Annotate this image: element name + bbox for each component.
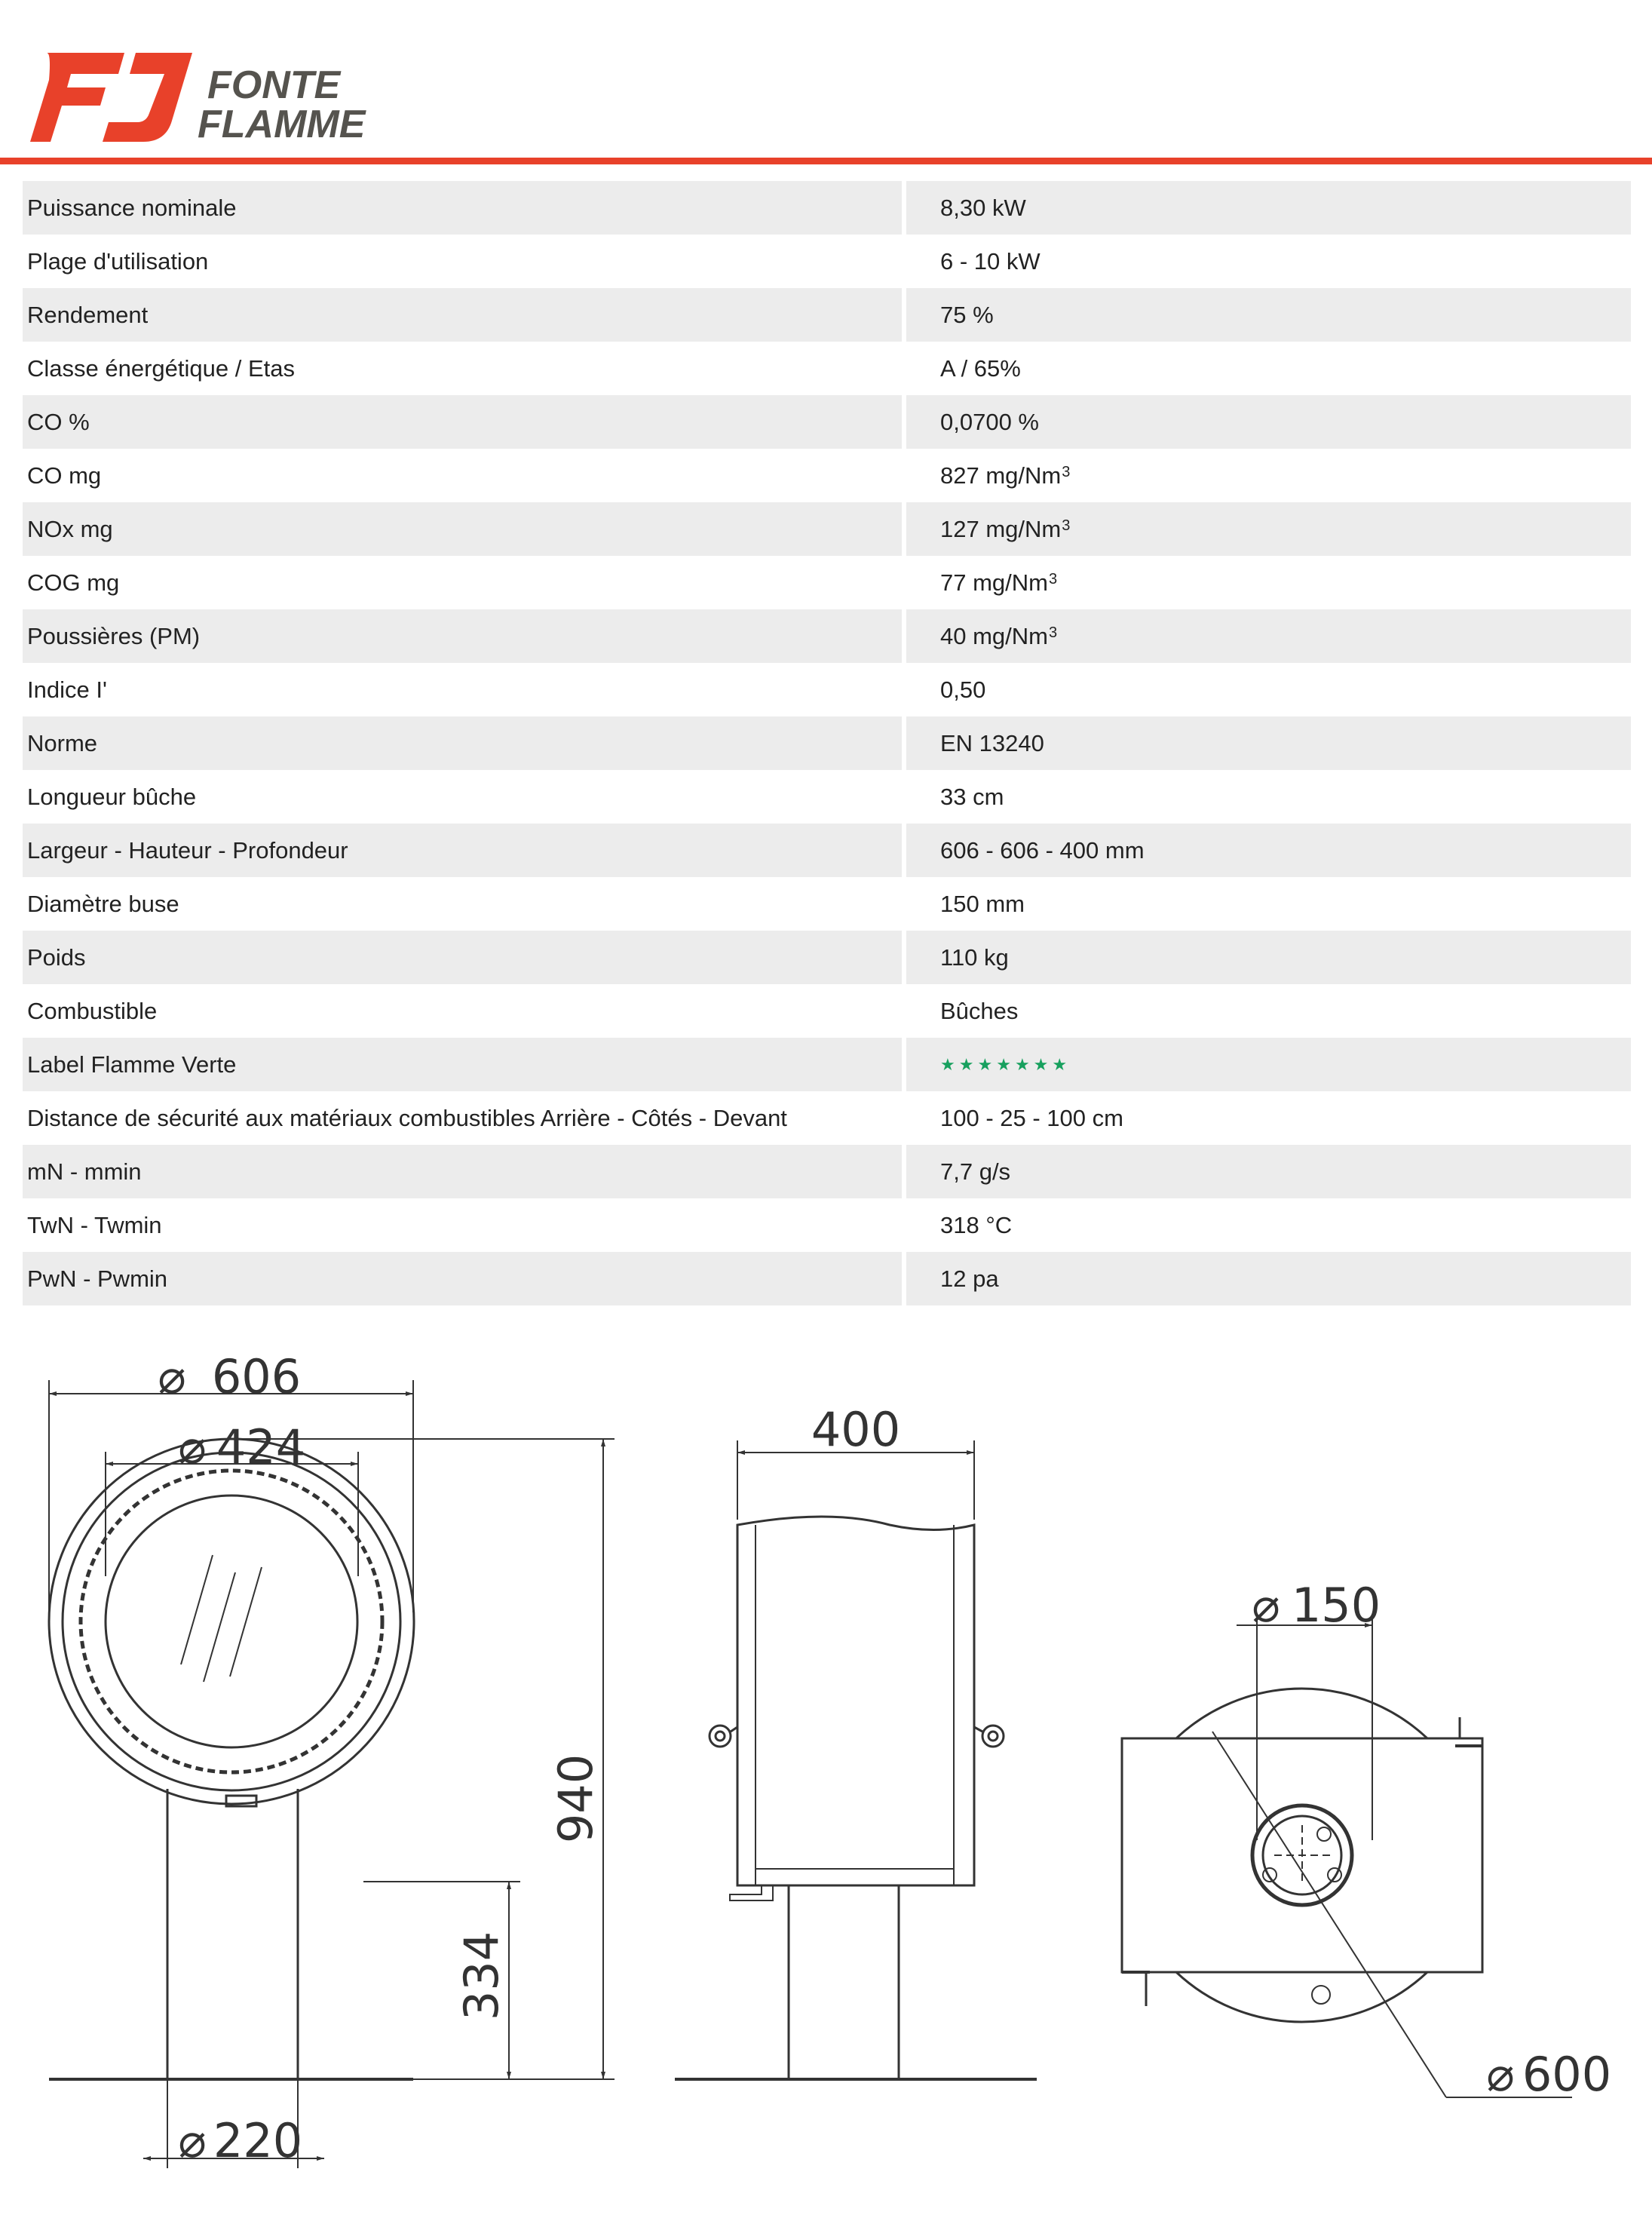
spec-row [23, 663, 1631, 716]
spec-value [906, 556, 1631, 609]
spec-row [23, 1198, 1631, 1252]
spec-value [906, 1145, 1631, 1198]
spec-value [906, 449, 1631, 502]
spec-label: Plage d'utilisation [27, 247, 209, 275]
spec-value-text: 77 mg/Nm [940, 569, 1048, 596]
dim-total-height: 940 [548, 1753, 603, 1844]
brand-name-line1: FONTE [207, 63, 341, 107]
spec-value [906, 1198, 1631, 1252]
spec-label: COG mg [27, 569, 120, 596]
spec-row [23, 1145, 1631, 1198]
spec-value [906, 716, 1631, 770]
spec-value [906, 1091, 1631, 1145]
star-icon: ★ [1014, 1054, 1030, 1074]
spec-row [23, 1252, 1631, 1305]
dim-leg-height: 334 [454, 1931, 509, 2021]
spec-value [906, 395, 1631, 449]
spec-value-text: 110 kg [940, 943, 1009, 971]
spec-value-text: 6 - 10 kW [940, 247, 1041, 275]
spec-label: Poids [23, 931, 902, 984]
spec-value-exponent: 3 [1062, 517, 1071, 534]
side-view [675, 1440, 1037, 2079]
spec-row [23, 556, 1631, 609]
spec-value-text: 0,50 [940, 676, 986, 703]
spec-label: Norme [23, 716, 902, 770]
spec-row [23, 716, 1631, 770]
spec-label: CO mg [27, 462, 102, 489]
spec-value-text: 7,7 g/s [940, 1158, 1011, 1185]
spec-value [906, 770, 1631, 824]
dim-base-diameter: 220 [213, 2113, 303, 2168]
spec-row [23, 824, 1631, 877]
spec-label: Classe énergétique / Etas [27, 354, 295, 382]
spec-row [23, 984, 1631, 1038]
star-icon: ★ [958, 1054, 974, 1074]
star-icon: ★ [977, 1054, 993, 1074]
spec-value-text: 150 mm [940, 890, 1025, 917]
spec-value-text: Bûches [940, 997, 1019, 1024]
spec-row [23, 181, 1631, 235]
spec-value-text: 0,0700 % [940, 408, 1039, 435]
spec-label: TwN - Twmin [27, 1211, 162, 1238]
spec-value-text: 827 mg/Nm [940, 462, 1062, 489]
dim-glass-diameter-symbol: ⌀ [178, 1419, 207, 1474]
spec-value [906, 931, 1631, 984]
spec-row [23, 931, 1631, 984]
brand-monogram-icon [30, 53, 192, 142]
top-view [1122, 1615, 1572, 2097]
spec-value [906, 1252, 1631, 1305]
spec-value [906, 609, 1631, 663]
dim-top-diameter: 600 [1522, 2047, 1612, 2102]
dim-outer-diameter-symbol: ⌀ [158, 1349, 186, 1404]
spec-value-text: 40 mg/Nm [940, 622, 1048, 649]
flamme-verte-rating [940, 1054, 1068, 1074]
spec-row [23, 395, 1631, 449]
spec-value-text: 100 - 25 - 100 cm [940, 1104, 1123, 1131]
star-icon: ★ [940, 1054, 955, 1074]
front-view [49, 1380, 615, 2168]
spec-value-text: 318 °C [940, 1211, 1013, 1238]
spec-value [906, 1038, 1631, 1091]
dim-flue-diameter: 150 [1291, 1578, 1381, 1633]
spec-value-text: 8,30 kW [940, 194, 1026, 221]
spec-value-text: 12 pa [940, 1265, 999, 1292]
top-circle-arc-upper [1176, 1689, 1427, 1738]
spec-value-text: 606 - 606 - 400 mm [940, 836, 1145, 864]
spec-value [906, 663, 1631, 716]
spec-value [906, 502, 1631, 556]
spec-row [23, 449, 1631, 502]
dim-flue-diameter-symbol: ⌀ [1252, 1578, 1280, 1633]
spec-table [23, 181, 1631, 1305]
spec-value [906, 288, 1631, 342]
top-circle-arc-lower [1176, 1972, 1427, 2022]
dim-top-diameter-symbol: ⌀ [1486, 2047, 1515, 2102]
dim-glass-diameter: 424 [216, 1419, 306, 1474]
spec-row [23, 235, 1631, 288]
header [0, 0, 1652, 167]
spec-value [906, 342, 1631, 395]
spec-label: Longueur bûche [27, 783, 197, 810]
spec-value-text: A / 65% [940, 354, 1021, 382]
dim-base-diameter-symbol: ⌀ [178, 2113, 207, 2168]
dim-depth: 400 [811, 1402, 901, 1457]
spec-value [906, 877, 1631, 931]
spec-row [23, 1091, 1631, 1145]
stove-side-outline [737, 1517, 974, 1885]
spec-label: Distance de sécurité aux matériaux combustibles Arrière - Côtés - Devant [27, 1104, 787, 1131]
dim-outer-diameter: 606 [211, 1349, 302, 1404]
spec-value-text: EN 13240 [940, 729, 1044, 756]
spec-label: Puissance nominale [23, 181, 902, 235]
spec-label: Poussières (PM) [23, 609, 902, 663]
technical-drawings [0, 1327, 1652, 2218]
spec-value-text: 127 mg/Nm [940, 515, 1062, 542]
spec-label: mN - mmin [23, 1145, 902, 1198]
spec-value [906, 181, 1631, 235]
spec-row [23, 288, 1631, 342]
spec-label: Indice I' [27, 676, 107, 703]
spec-label: Largeur - Hauteur - Profondeur [23, 824, 902, 877]
spec-label: Label Flamme Verte [23, 1038, 902, 1091]
spec-row [23, 770, 1631, 824]
spec-label: Combustible [27, 997, 158, 1024]
spec-row [23, 609, 1631, 663]
spec-label: PwN - Pwmin [23, 1252, 902, 1305]
star-icon: ★ [996, 1054, 1011, 1074]
spec-value-text: 75 % [940, 301, 994, 328]
spec-value-exponent: 3 [1062, 464, 1071, 480]
header-divider [0, 158, 1652, 164]
brand-logo [30, 53, 422, 147]
spec-value [906, 824, 1631, 877]
glass-door-outline [106, 1496, 357, 1747]
spec-value-text: 33 cm [940, 783, 1004, 810]
spec-label: Diamètre buse [27, 890, 179, 917]
spec-label: NOx mg [23, 502, 902, 556]
spec-value-exponent: 3 [1048, 571, 1058, 587]
spec-row [23, 502, 1631, 556]
brand-name-line2: FLAMME [198, 103, 366, 146]
spec-value [906, 984, 1631, 1038]
star-icon: ★ [1052, 1054, 1068, 1074]
stove-body-outline [49, 1439, 414, 1804]
spec-value-exponent: 3 [1048, 624, 1058, 641]
spec-row [23, 877, 1631, 931]
star-icon: ★ [1033, 1054, 1049, 1074]
spec-label: Rendement [23, 288, 902, 342]
spec-value [906, 235, 1631, 288]
spec-row [23, 342, 1631, 395]
spec-row [23, 1038, 1631, 1091]
spec-label: CO % [23, 395, 902, 449]
